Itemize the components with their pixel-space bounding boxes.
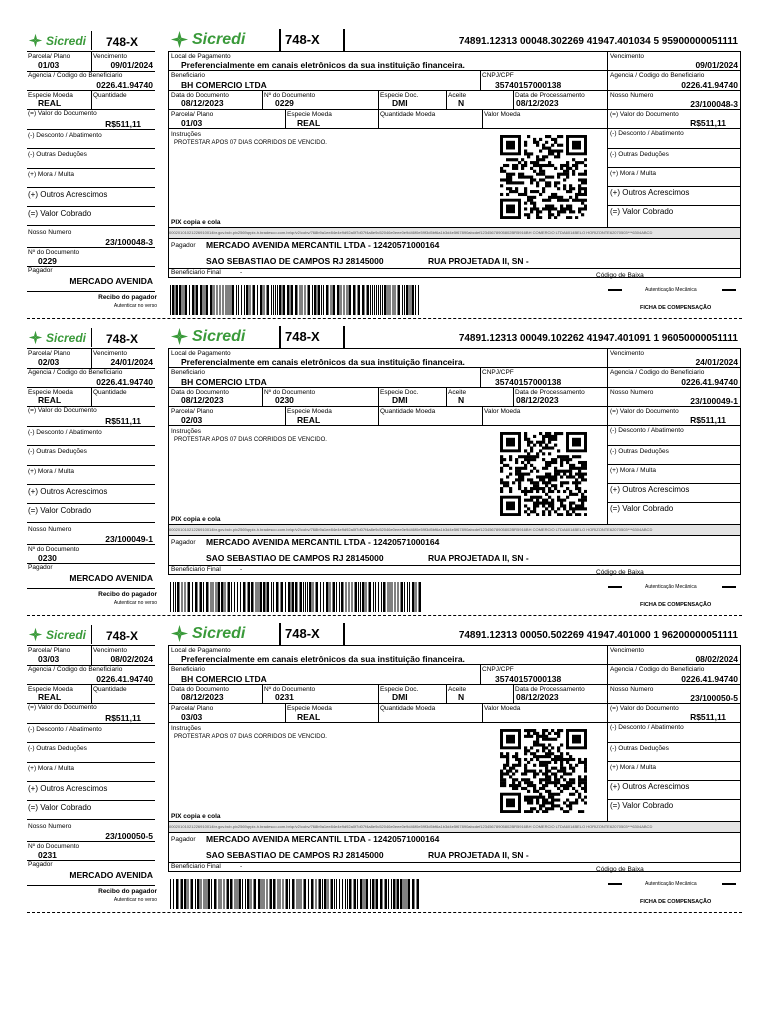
- valor-moeda-label: Valor Moeda: [484, 705, 521, 712]
- pagador-label-main: Pagador: [171, 242, 196, 249]
- especie-moeda-label-main: Especie Moeda: [287, 705, 332, 712]
- pagador-linha3: RUA PROJETADA II, SN -: [428, 256, 529, 266]
- num-documento-label-main: Nº do Documento: [264, 92, 316, 99]
- desconto-label: (-) Desconto / Abatimento: [28, 429, 102, 436]
- nosso-numero-value: 23/100048-3: [105, 237, 153, 247]
- mora-label-main: (+) Mora / Multa: [610, 170, 657, 177]
- sicredi-logo: [28, 330, 86, 345]
- pix-copia-cola-value[interactable]: 00020101021226910014br.gov.bcb.pix2569qrpix-h.bradesco.com.br/qr/v2/cobv/768b9a1ee84e4e9d92a0f7d07f4a8e9c52046e0eee0e9d46f0e59f3d5bf6a1b3d4e5f67890abcdef12345678905802BR5916BH COMERCIO LTDA6014BELO HORIZONTE62070503***6304ABCD: [169, 525, 740, 535]
- parcela-label-main: Parcela/ Plano: [171, 705, 214, 712]
- agencia-value-main: 0226.41.94740: [681, 377, 738, 387]
- pagador-linha3: RUA PROJETADA II, SN -: [428, 850, 529, 860]
- valor-doc-value-main: R$511,11: [690, 712, 726, 722]
- pagador-curto-value: MERCADO AVENIDA: [69, 573, 153, 583]
- agencia-label-main: Agencia / Codigo do Beneficiario: [610, 666, 705, 673]
- pagador-curto-value: MERCADO AVENIDA: [69, 870, 153, 880]
- num-documento-value: 0229: [38, 256, 57, 266]
- outras-deducoes-label-main: (-) Outras Deduções: [610, 151, 669, 158]
- parcela-label: Parcela/ Plano: [28, 647, 71, 654]
- agencia-label: Agencia / Codigo do Beneficiario: [28, 369, 123, 376]
- beneficiario-label: Beneficiario: [171, 72, 205, 79]
- vencimento-label: Vencimento: [93, 53, 127, 60]
- bank-code-main: 748-X: [285, 32, 320, 47]
- parcela-label: Parcela/ Plano: [28, 350, 71, 357]
- instrucao-value: PROTESTAR APOS 07 DIAS CORRIDOS DE VENCIDO.: [174, 437, 327, 443]
- agencia-label: Agencia / Codigo do Beneficiario: [28, 666, 123, 673]
- beneficiario-value: BH COMERCIO LTDA: [181, 674, 267, 684]
- especie-moeda-label: Especie Moeda: [28, 686, 73, 693]
- recibo-pagador-label: Recibo do pagador: [98, 888, 157, 895]
- local-pagamento-value: Preferencialmente em canais eletrônicos da sua instituição financeira.: [181, 357, 465, 367]
- local-pagamento-label: Local de Pagamento: [171, 350, 231, 357]
- valor-doc-label-main: (=) Valor do Documento: [610, 111, 679, 118]
- num-documento-value: 0231: [38, 850, 57, 860]
- bank-name: Sicredi: [46, 330, 87, 345]
- parcela-value-main: 02/03: [181, 415, 203, 425]
- local-pagamento-label: Local de Pagamento: [171, 53, 231, 60]
- cnpj-label: CNPJ/CPF: [482, 72, 514, 79]
- vencimento-label-main: Vencimento: [610, 53, 644, 60]
- valor-doc-label-main: (=) Valor do Documento: [610, 408, 679, 415]
- especie-moeda-label: Especie Moeda: [28, 389, 73, 396]
- beneficiario-value: BH COMERCIO LTDA: [181, 80, 267, 90]
- aceite-label: Aceite: [448, 686, 467, 693]
- especie-moeda-value: REAL: [38, 692, 62, 702]
- parcela-value-main: 01/03: [181, 118, 203, 128]
- beneficiario-final-label: Beneficiario Final: [171, 566, 221, 573]
- especie-doc-label: Especie Doc.: [380, 92, 419, 99]
- beneficiario-final-value: -: [240, 269, 243, 276]
- nosso-numero-value-main: 23/100050-5: [690, 693, 738, 703]
- data-documento-label: Data do Documento: [171, 92, 229, 99]
- data-processamento-value: 08/12/2023: [516, 98, 559, 108]
- beneficiario-label: Beneficiario: [171, 369, 205, 376]
- num-documento-label: Nº do Documento: [28, 843, 80, 850]
- valor-doc-label: (=) Valor do Documento: [28, 110, 97, 117]
- bank-code: 748-X: [106, 35, 139, 49]
- quantidade-moeda-label: Quantidade Moeda: [380, 111, 436, 118]
- aceite-value: N: [458, 395, 465, 405]
- num-documento-label-main: Nº do Documento: [264, 389, 316, 396]
- sicredi-logo-icon: [28, 627, 43, 642]
- quantidade-label: Quantidade: [93, 686, 127, 693]
- valor-doc-value: R$511,11: [105, 416, 141, 426]
- bank-code: 748-X: [106, 332, 139, 346]
- valor-cobrado-label: (=) Valor Cobrado: [28, 803, 92, 812]
- vencimento-value: 09/01/2024: [110, 60, 153, 70]
- outras-deducoes-label-main: (-) Outras Deduções: [610, 448, 669, 455]
- quantidade-label: Quantidade: [93, 92, 127, 99]
- pagador-label: Pagador: [28, 267, 53, 274]
- codigo-baixa-label: Código de Baixa: [596, 866, 644, 873]
- outros-acrescimos-label-main: (+) Outros Acrescimos: [610, 188, 690, 197]
- pagador-curto-value: MERCADO AVENIDA: [69, 276, 153, 286]
- cnpj-value: 35740157000138: [495, 80, 562, 90]
- boleto-3: [0, 594, 768, 905]
- cnpj-label: CNPJ/CPF: [482, 369, 514, 376]
- nosso-numero-label-main: Nosso Numero: [610, 686, 654, 693]
- sicredi-logo-main: [170, 30, 245, 49]
- instrucao-value: PROTESTAR APOS 07 DIAS CORRIDOS DE VENCIDO.: [174, 140, 327, 146]
- parcela-label: Parcela/ Plano: [28, 53, 71, 60]
- autenticacao-mecanica-label: Autenticação Mecânica: [645, 881, 697, 887]
- vencimento-value-main: 08/02/2024: [695, 654, 738, 664]
- outros-acrescimos-label-main: (+) Outros Acrescimos: [610, 485, 690, 494]
- pix-label: PIX copia e cola: [171, 219, 221, 226]
- ficha-compensacao-label: FICHA DE COMPENSAÇÃO: [640, 899, 712, 905]
- pagador-linha2: SAO SEBASTIAO DE CAMPOS RJ 28145000: [206, 553, 384, 563]
- agencia-value: 0226.41.94740: [96, 80, 153, 90]
- sicredi-logo-main-icon: [170, 327, 189, 346]
- autenticacao-mecanica-label: Autenticação Mecânica: [645, 584, 697, 590]
- local-pagamento-value: Preferencialmente em canais eletrônicos da sua instituição financeira.: [181, 654, 465, 664]
- bank-code-main: 748-X: [285, 626, 320, 641]
- autenticar-verso-label: Autenticar no verso: [113, 897, 157, 903]
- especie-moeda-value-main: REAL: [297, 712, 321, 722]
- sicredi-logo-main-icon: [170, 624, 189, 643]
- data-documento-label: Data do Documento: [171, 389, 229, 396]
- pagador-linha2: SAO SEBASTIAO DE CAMPOS RJ 28145000: [206, 850, 384, 860]
- nosso-numero-label: Nosso Numero: [28, 526, 72, 533]
- boleto-2: [0, 297, 768, 608]
- mora-label: (+) Mora / Multa: [28, 171, 75, 178]
- beneficiario-final-label: Beneficiario Final: [171, 269, 221, 276]
- quantidade-moeda-label: Quantidade Moeda: [380, 408, 436, 415]
- data-documento-label: Data do Documento: [171, 686, 229, 693]
- vencimento-value-main: 09/01/2024: [695, 60, 738, 70]
- aceite-label: Aceite: [448, 389, 467, 396]
- valor-doc-value-main: R$511,11: [690, 415, 726, 425]
- valor-doc-label: (=) Valor do Documento: [28, 704, 97, 711]
- beneficiario-value: BH COMERCIO LTDA: [181, 377, 267, 387]
- outros-acrescimos-label-main: (+) Outros Acrescimos: [610, 782, 690, 791]
- data-processamento-value: 08/12/2023: [516, 692, 559, 702]
- autenticar-verso-label: Autenticar no verso: [113, 303, 157, 309]
- bank-code-main: 748-X: [285, 329, 320, 344]
- bank-name-main: Sicredi: [192, 327, 246, 345]
- especie-doc-label: Especie Doc.: [380, 389, 419, 396]
- instrucao-value: PROTESTAR APOS 07 DIAS CORRIDOS DE VENCIDO.: [174, 734, 327, 740]
- outras-deducoes-label-main: (-) Outras Deduções: [610, 745, 669, 752]
- valor-moeda-label: Valor Moeda: [484, 111, 521, 118]
- nosso-numero-label-main: Nosso Numero: [610, 389, 654, 396]
- data-documento-value: 08/12/2023: [181, 692, 224, 702]
- pagador-linha1: MERCADO AVENIDA MERCANTIL LTDA - 12420571000164: [206, 537, 440, 547]
- data-processamento-label: Data de Processamento: [515, 686, 585, 693]
- data-processamento-label: Data de Processamento: [515, 92, 585, 99]
- linha-digitavel: 74891.12313 00049.102262 41947.401091 1 96050000051111: [458, 333, 738, 344]
- parcela-value: 03/03: [38, 654, 60, 664]
- outros-acrescimos-label: (+) Outros Acrescimos: [28, 487, 108, 496]
- data-processamento-label: Data de Processamento: [515, 389, 585, 396]
- codigo-baixa-label: Código de Baixa: [596, 569, 644, 576]
- pix-copia-cola-value[interactable]: 00020101021226910014br.gov.bcb.pix2569qrpix-h.bradesco.com.br/qr/v2/cobv/768b9a1ee84e4e9d92a0f7d07f4a8e9c52046e0eee0e9d46f0e59f3d5bf6a1b3d4e5f67890abcdef12345678905802BR5916BH COMERCIO LTDA6014BELO HORIZONTE62070503***6304ABCD: [169, 822, 740, 832]
- especie-doc-value: DMI: [392, 98, 408, 108]
- desconto-label-main: (-) Desconto / Abatimento: [610, 427, 684, 434]
- sicredi-logo: [28, 33, 86, 48]
- especie-moeda-label: Especie Moeda: [28, 92, 73, 99]
- instrucoes-label: Instruções: [171, 428, 201, 435]
- pagador-label: Pagador: [28, 861, 53, 868]
- agencia-value: 0226.41.94740: [96, 674, 153, 684]
- valor-cobrado-label-main: (=) Valor Cobrado: [610, 504, 674, 513]
- outros-acrescimos-label: (+) Outros Acrescimos: [28, 190, 108, 199]
- data-documento-value: 08/12/2023: [181, 98, 224, 108]
- pix-qr-code: [500, 729, 587, 813]
- nosso-numero-value: 23/100049-1: [105, 534, 153, 544]
- pix-qr-code: [500, 135, 587, 219]
- pagador-linha1: MERCADO AVENIDA MERCANTIL LTDA - 12420571000164: [206, 240, 440, 250]
- especie-moeda-value-main: REAL: [297, 118, 321, 128]
- nosso-numero-value-main: 23/100049-1: [690, 396, 738, 406]
- vencimento-value-main: 24/01/2024: [695, 357, 738, 367]
- aceite-value: N: [458, 98, 465, 108]
- outras-deducoes-label: (-) Outras Deduções: [28, 151, 87, 158]
- sicredi-logo-main-icon: [170, 30, 189, 49]
- bank-name: Sicredi: [46, 627, 87, 642]
- vencimento-label: Vencimento: [93, 647, 127, 654]
- valor-cobrado-label-main: (=) Valor Cobrado: [610, 207, 674, 216]
- num-documento-value-main: 0230: [275, 395, 294, 405]
- agencia-label: Agencia / Codigo do Beneficiario: [28, 72, 123, 79]
- especie-moeda-value: REAL: [38, 98, 62, 108]
- sicredi-logo-main: [170, 327, 245, 346]
- pagador-linha2: SAO SEBASTIAO DE CAMPOS RJ 28145000: [206, 256, 384, 266]
- ficha-compensacao-label: FICHA DE COMPENSAÇÃO: [640, 602, 712, 608]
- pix-label: PIX copia e cola: [171, 813, 221, 820]
- aceite-value: N: [458, 692, 465, 702]
- nosso-numero-value-main: 23/100048-3: [690, 99, 738, 109]
- valor-doc-value: R$511,11: [105, 119, 141, 129]
- desconto-label-main: (-) Desconto / Abatimento: [610, 130, 684, 137]
- agencia-value: 0226.41.94740: [96, 377, 153, 387]
- pix-copia-cola-value[interactable]: 00020101021226910014br.gov.bcb.pix2569qrpix-h.bradesco.com.br/qr/v2/cobv/768b9a1ee84e4e9d92a0f7d07f4a8e9c52046e0eee0e9d46f0e59f3d5bf6a1b3d4e5f67890abcdef12345678905802BR5916BH COMERCIO LTDA6014BELO HORIZONTE62070503***6304ABCD: [169, 228, 740, 238]
- num-documento-value-main: 0229: [275, 98, 294, 108]
- pagador-label: Pagador: [28, 564, 53, 571]
- sicredi-logo-icon: [28, 33, 43, 48]
- outros-acrescimos-label: (+) Outros Acrescimos: [28, 784, 108, 793]
- linha-digitavel: 74891.12313 00048.302269 41947.401034 5 95900000051111: [458, 36, 738, 47]
- num-documento-value: 0230: [38, 553, 57, 563]
- beneficiario-final-label: Beneficiario Final: [171, 863, 221, 870]
- instrucoes-label: Instruções: [171, 725, 201, 732]
- cnpj-label: CNPJ/CPF: [482, 666, 514, 673]
- data-processamento-value: 08/12/2023: [516, 395, 559, 405]
- pagador-label-main: Pagador: [171, 539, 196, 546]
- vencimento-label-main: Vencimento: [610, 647, 644, 654]
- local-pagamento-value: Preferencialmente em canais eletrônicos da sua instituição financeira.: [181, 60, 465, 70]
- especie-moeda-value: REAL: [38, 395, 62, 405]
- valor-doc-value-main: R$511,11: [690, 118, 726, 128]
- pix-qr-code: [500, 432, 587, 516]
- nosso-numero-label-main: Nosso Numero: [610, 92, 654, 99]
- agencia-label-main: Agencia / Codigo do Beneficiario: [610, 72, 705, 79]
- especie-doc-label: Especie Doc.: [380, 686, 419, 693]
- cut-line: [27, 912, 742, 913]
- num-documento-label-main: Nº do Documento: [264, 686, 316, 693]
- autenticacao-mecanica-label: Autenticação Mecânica: [645, 287, 697, 293]
- mora-label: (+) Mora / Multa: [28, 468, 75, 475]
- mora-label-main: (+) Mora / Multa: [610, 764, 657, 771]
- parcela-label-main: Parcela/ Plano: [171, 408, 214, 415]
- valor-cobrado-label: (=) Valor Cobrado: [28, 506, 92, 515]
- cnpj-value: 35740157000138: [495, 377, 562, 387]
- pix-label: PIX copia e cola: [171, 516, 221, 523]
- num-documento-label: Nº do Documento: [28, 249, 80, 256]
- ficha-compensacao-label: FICHA DE COMPENSAÇÃO: [640, 305, 712, 311]
- outras-deducoes-label: (-) Outras Deduções: [28, 745, 87, 752]
- agencia-label-main: Agencia / Codigo do Beneficiario: [610, 369, 705, 376]
- sicredi-logo-icon: [28, 330, 43, 345]
- bank-name-main: Sicredi: [192, 30, 246, 48]
- codigo-baixa-label: Código de Baixa: [596, 272, 644, 279]
- sicredi-logo: [28, 627, 86, 642]
- barcode: [170, 879, 422, 909]
- valor-cobrado-label: (=) Valor Cobrado: [28, 209, 92, 218]
- boleto-1: [0, 0, 768, 311]
- parcela-value-main: 03/03: [181, 712, 203, 722]
- linha-digitavel: 74891.12313 00050.502269 41947.401000 1 96200000051111: [458, 630, 738, 641]
- especie-moeda-value-main: REAL: [297, 415, 321, 425]
- bank-code: 748-X: [106, 629, 139, 643]
- outras-deducoes-label: (-) Outras Deduções: [28, 448, 87, 455]
- instrucoes-label: Instruções: [171, 131, 201, 138]
- local-pagamento-label: Local de Pagamento: [171, 647, 231, 654]
- valor-moeda-label: Valor Moeda: [484, 408, 521, 415]
- desconto-label-main: (-) Desconto / Abatimento: [610, 724, 684, 731]
- recibo-pagador-label: Recibo do pagador: [98, 294, 157, 301]
- cnpj-value: 35740157000138: [495, 674, 562, 684]
- mora-label-main: (+) Mora / Multa: [610, 467, 657, 474]
- nosso-numero-label: Nosso Numero: [28, 229, 72, 236]
- desconto-label: (-) Desconto / Abatimento: [28, 726, 102, 733]
- aceite-label: Aceite: [448, 92, 467, 99]
- num-documento-label: Nº do Documento: [28, 546, 80, 553]
- parcela-value: 02/03: [38, 357, 60, 367]
- vencimento-label-main: Vencimento: [610, 350, 644, 357]
- pagador-linha3: RUA PROJETADA II, SN -: [428, 553, 529, 563]
- especie-doc-value: DMI: [392, 692, 408, 702]
- valor-doc-value: R$511,11: [105, 713, 141, 723]
- valor-doc-label-main: (=) Valor do Documento: [610, 705, 679, 712]
- especie-moeda-label-main: Especie Moeda: [287, 111, 332, 118]
- beneficiario-final-value: -: [240, 566, 243, 573]
- pagador-linha1: MERCADO AVENIDA MERCANTIL LTDA - 12420571000164: [206, 834, 440, 844]
- autenticar-verso-label: Autenticar no verso: [113, 600, 157, 606]
- valor-cobrado-label-main: (=) Valor Cobrado: [610, 801, 674, 810]
- parcela-value: 01/03: [38, 60, 60, 70]
- data-documento-value: 08/12/2023: [181, 395, 224, 405]
- vencimento-value: 24/01/2024: [110, 357, 153, 367]
- pagador-label-main: Pagador: [171, 836, 196, 843]
- desconto-label: (-) Desconto / Abatimento: [28, 132, 102, 139]
- bank-name: Sicredi: [46, 33, 87, 48]
- bank-name-main: Sicredi: [192, 624, 246, 642]
- quantidade-label: Quantidade: [93, 389, 127, 396]
- especie-moeda-label-main: Especie Moeda: [287, 408, 332, 415]
- nosso-numero-label: Nosso Numero: [28, 823, 72, 830]
- vencimento-value: 08/02/2024: [110, 654, 153, 664]
- recibo-pagador-label: Recibo do pagador: [98, 591, 157, 598]
- sicredi-logo-main: [170, 624, 245, 643]
- agencia-value-main: 0226.41.94740: [681, 674, 738, 684]
- beneficiario-label: Beneficiario: [171, 666, 205, 673]
- valor-doc-label: (=) Valor do Documento: [28, 407, 97, 414]
- num-documento-value-main: 0231: [275, 692, 294, 702]
- mora-label: (+) Mora / Multa: [28, 765, 75, 772]
- agencia-value-main: 0226.41.94740: [681, 80, 738, 90]
- vencimento-label: Vencimento: [93, 350, 127, 357]
- parcela-label-main: Parcela/ Plano: [171, 111, 214, 118]
- nosso-numero-value: 23/100050-5: [105, 831, 153, 841]
- especie-doc-value: DMI: [392, 395, 408, 405]
- beneficiario-final-value: -: [240, 863, 243, 870]
- quantidade-moeda-label: Quantidade Moeda: [380, 705, 436, 712]
